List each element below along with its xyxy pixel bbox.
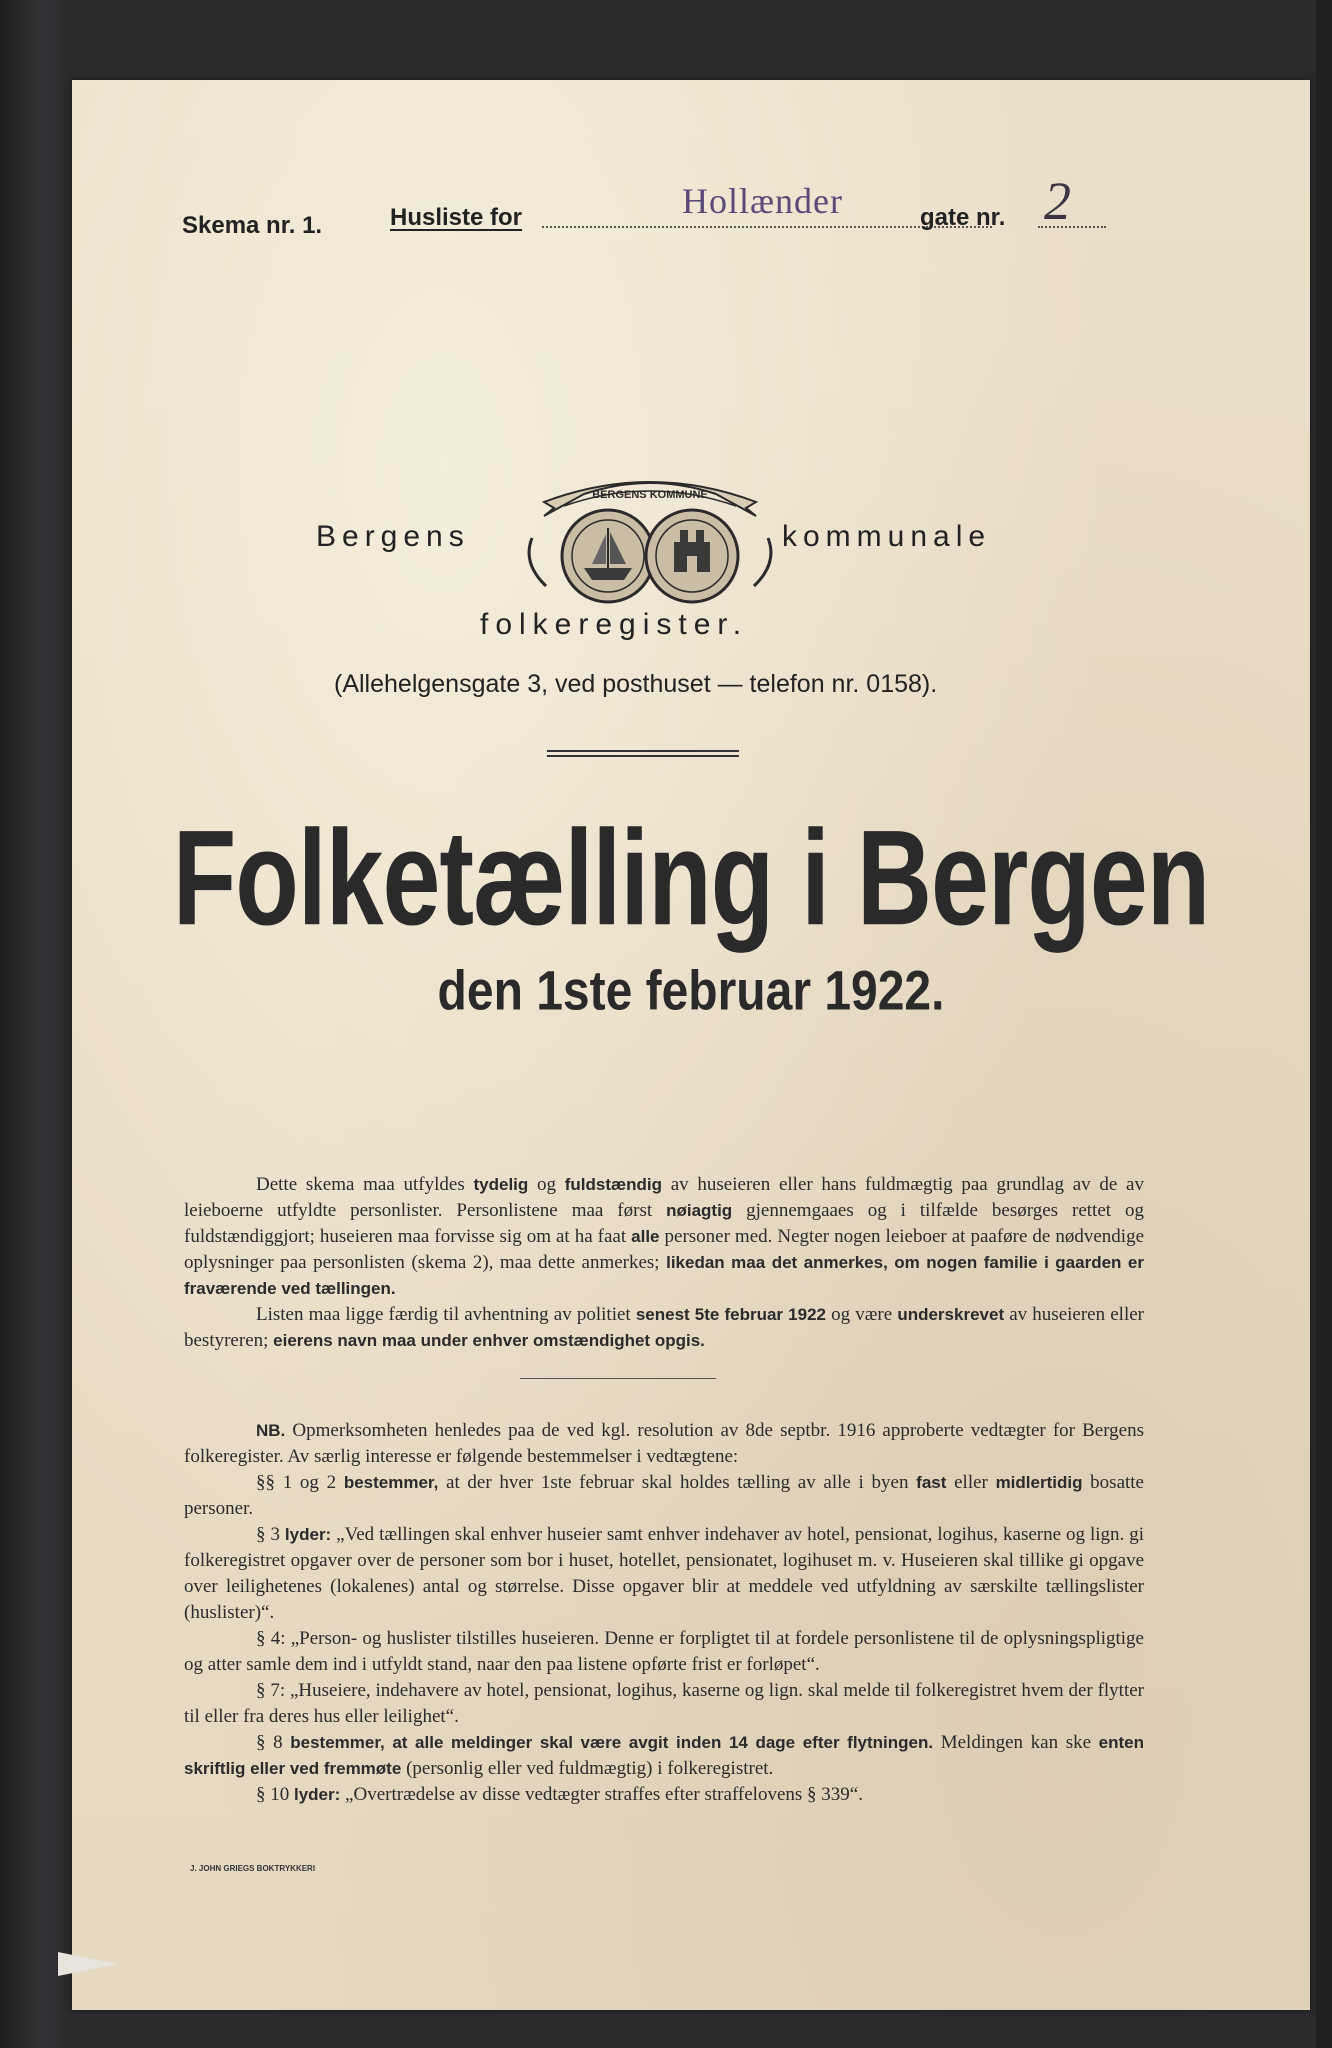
paragraph-8: § 8 bestemmer, at alle meldinger skal være avgit inden 14 dage efter flytningen. Meldingen kan ske enten skriftlig eller ved fremmøte (personlig eller ved fuldmægtig) i folkeregistret.	[184, 1732, 1145, 1779]
paragraph-10: § 10 lyder: „Overtrædelse av disse vedtægter straffes efter straffelovens § 339“.	[256, 1784, 863, 1805]
subtitle-date: den 1ste februar 1922.	[437, 961, 945, 1023]
divider-thin-rule	[520, 1378, 716, 1379]
office-name-left: Bergens	[316, 520, 470, 553]
background-left	[0, 0, 70, 2048]
instructions-paragraph	[184, 1172, 1144, 1354]
gate-nr-label: gate nr.	[920, 204, 1006, 231]
instructions-sentence-1: Dette skema maa utfyldes tydelig og fuldstændig av huseieren eller hans fuldmægtig paa grundlag av de av leieboerne utfyldte personlister. Personlistene maa først nøiagtig gjennemgaaes og i tilfælde besørges rettet og fuldstændiggjort; huseieren maa forvisse sig om at ha faat alle personer med. Negter nogen leieboer at paaføre de nødvendige oplysninger paa personlisten (skema 2), maa dette anmerkes; likedan maa det anmerkes, om nogen familie i gaarden er fraværende ved tællingen.	[184, 1174, 1145, 1298]
paragraph-1-2: §§ 1 og 2 bestemmer, at der hver 1ste februar skal holdes tælling av alle i byen fast eller midlertidig bosatte personer.	[184, 1472, 1144, 1519]
husliste-label: Husliste for	[390, 204, 523, 231]
background-right	[1316, 0, 1332, 2048]
regulations-section	[184, 1418, 1144, 1808]
printer-imprint: J. JOHN GRIEGS BOKTRYKKERI	[190, 1864, 316, 1873]
city-seal-emblem	[524, 468, 776, 608]
form-number: Skema nr. 1.	[182, 212, 323, 239]
instructions-sentence-2: Listen maa ligge færdig til avhentning av politiet senest 5te februar 1922 og være underskrevet av huseieren eller bestyreren; eierens navn maa under enhver omstændighet opgis.	[184, 1304, 1144, 1351]
seal-ribbon-text: BERGENS KOMMUNE	[592, 489, 708, 501]
house-number-handwritten: 2	[1044, 171, 1071, 231]
paragraph-3: § 3 lyder: „Ved tællingen skal enhver huseier samt enhver indehaver av hotel, pensionat, logihus, kaserne og lign. gi folkeregistret opgaver over de personer som bor i huset, hotellet, pensionatet, logihuset m. v. Huseieren skal tillike gi opgave over leilighetenes (lokalenes) antal og størrelse. Disse opgaver blir at meddele ved utfyldning av særskilte tællingslister (huslister)“.	[184, 1524, 1144, 1623]
document-page	[72, 80, 1310, 2010]
office-name-right: kommunale	[782, 520, 992, 553]
paragraph-7: § 7: „Huseiere, indehavere av hotel, pensionat, logihus, kaserne og lign. skal melde til folkeregistret hvem der flytter til eller fra deres hus eller leilighet“.	[184, 1680, 1144, 1727]
office-address: (Allehelgensgate 3, ved posthuset — telefon nr. 0158).	[334, 670, 938, 698]
main-title: Folketælling i Bergen	[172, 803, 1210, 955]
office-name-line2: folkeregister.	[480, 608, 749, 641]
page-tab-marker	[58, 1952, 118, 1976]
paragraph-4: § 4: „Person- og huslister tilstilles huseieren. Denne er forpligtet til at fordele personlistene til de oplysningspligtige og atter samle dem ind i utfyldt stand, naar den paa listene opførte frist er forløpet“.	[184, 1628, 1144, 1675]
nb-paragraph: NB. Opmerksomheten henledes paa de ved kgl. resolution av 8de septbr. 1916 approberte vedtægter for Bergens folkeregister. Av særlig interesse er følgende bestemmelser i vedtægtene:	[184, 1420, 1144, 1467]
street-name-handwritten: Hollænder	[682, 181, 843, 221]
divider-double-rule	[547, 750, 739, 757]
